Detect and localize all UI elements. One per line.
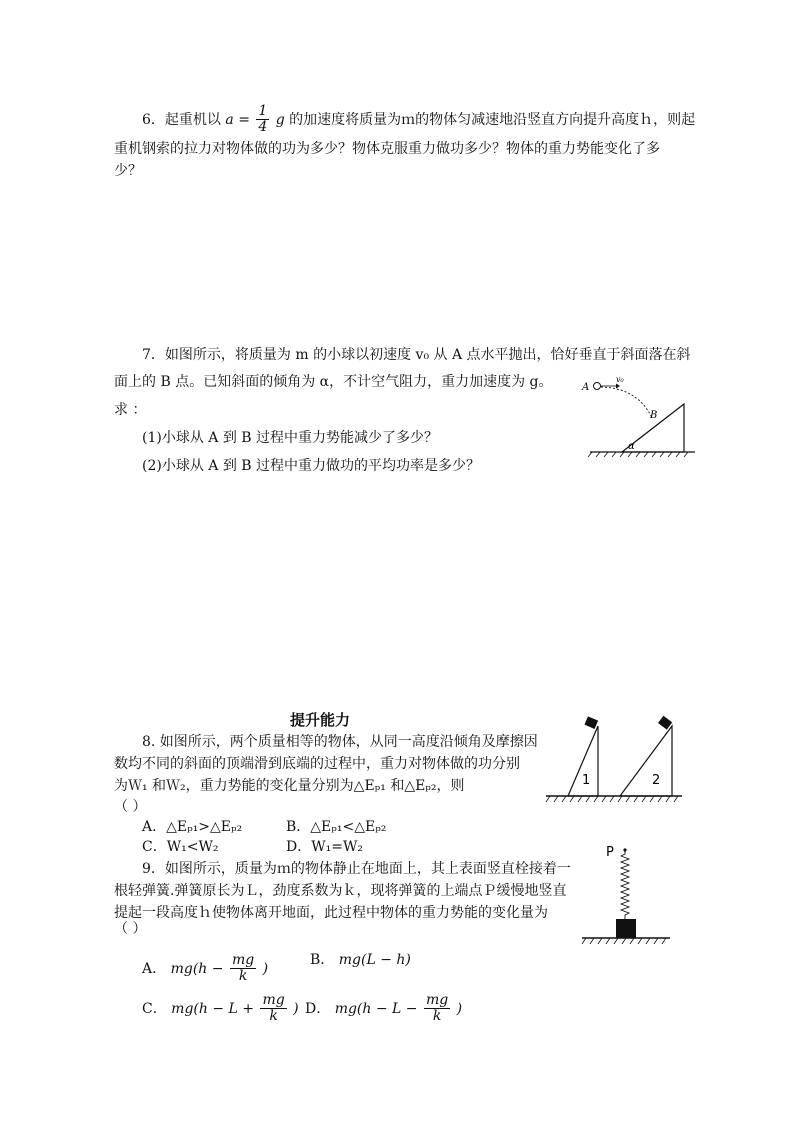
- q9-option-c-den: k: [269, 1008, 278, 1025]
- q9-option-a: [142, 953, 268, 985]
- q9-option-c-pre: mg(h − L +: [171, 1000, 254, 1017]
- q9-option-a-num: mg: [231, 952, 255, 968]
- q7-line1: 7．如图所示，将质量为 m 的小球以初速度 v₀ 从 A 点水平抛出，恰好垂直于斜面落在斜: [142, 347, 691, 363]
- q9-option-d-den: k: [432, 1008, 442, 1025]
- q6-lead: 6．起重机以: [142, 111, 221, 128]
- q9-option-b-label: B．: [310, 952, 335, 968]
- q7-ask: 求 ：: [114, 402, 147, 418]
- q8-option-a: A．△Eₚ₁>△Eₚ₂: [142, 819, 243, 835]
- q9-line1: 9．如图所示，质量为ｍ的物体静止在地面上，其上表面竖直栓接着一: [142, 861, 571, 877]
- q8-line2: 数均不同的斜面的顶端滑到底端的过程中，重力对物体做的功分别: [114, 756, 520, 772]
- q9-option-a-frac: [230, 953, 256, 985]
- q6-line1-rest: 的加速度将质量为ｍ的物体匀减速地沿竖直方向提升高度ｈ，则起: [289, 111, 696, 128]
- q9-option-c-label: C．: [142, 1000, 167, 1017]
- q9-spring: [621, 850, 629, 919]
- q9-line2: 根轻弹簧.弹簧原长为Ｌ，劲度系数为ｋ，现将弹簧的上端点Ｐ缓慢地竖直: [114, 883, 567, 899]
- q7-ground-hatch: [588, 452, 688, 457]
- q9-option-b-expr: mg(L − h): [338, 952, 411, 968]
- q6-accel-var: a: [225, 111, 234, 128]
- q8-option-b: B．△Eₚ₁<△Eₚ₂: [286, 819, 387, 835]
- q6-fraction: [256, 104, 269, 136]
- q6-line2: 重机钢索的拉力对物体做的功为多少？物体克服重力做功多少？物体的重力势能变化了多: [114, 141, 660, 157]
- q9-option-a-pre: mg(h −: [170, 960, 224, 977]
- q6-frac-num: 1: [258, 103, 268, 119]
- q7-label-alpha: α: [628, 441, 635, 452]
- q9-option-a-label: A．: [142, 960, 167, 977]
- q8-paren: （ ）: [114, 799, 147, 815]
- q9-option-a-post: ): [262, 960, 269, 977]
- q7-line2: 面上的 B 点。已知斜面的倾角为 α，不计空气阻力，重力加速度为 g。: [114, 374, 553, 390]
- q8-option-d: D．W₁=W₂: [286, 839, 363, 855]
- q9-option-c-num: mg: [262, 992, 285, 1008]
- q9-figure: [578, 842, 678, 962]
- q9-option-b: [310, 953, 411, 967]
- q9-option-a-den: k: [238, 968, 248, 985]
- q9-option-d-frac: [424, 993, 450, 1025]
- q9-line3: 提起一段高度ｈ使物体离开地面，此过程中物体的重力势能的变化量为: [114, 905, 548, 921]
- q9-option-c-frac: [260, 993, 286, 1025]
- q9-label-p: P: [606, 845, 614, 860]
- q8-line1: 8. 如图所示，两个质量相等的物体，从同一高度沿倾角及摩擦因: [142, 734, 538, 750]
- q9-paren: （ ）: [114, 921, 147, 937]
- q8-block-2: [658, 716, 672, 730]
- q6-eq: =: [238, 111, 255, 128]
- q8-ground-hatch: [546, 796, 678, 802]
- section-title: 提升能力: [290, 711, 351, 729]
- q9-option-c-post: ): [293, 1000, 299, 1017]
- q7-label-v0: v₀: [616, 375, 624, 384]
- q9-option-c: [142, 993, 299, 1025]
- q7-arrowhead: [616, 384, 620, 389]
- q8-option-c: C．W₁<W₂: [142, 839, 219, 855]
- q7-sub2: (2)小球从 A 到 B 过程中重力做功的平均功率是多少？: [142, 458, 481, 474]
- q8-label-2: 2: [652, 773, 661, 788]
- q7-label-a: A: [582, 382, 590, 393]
- q9-block: [616, 919, 636, 938]
- q9-option-d-label: D．: [305, 1000, 331, 1017]
- q7-figure: [580, 370, 700, 460]
- q8-line3: 为Ｗ₁ 和Ｗ₂，重力势能的变化量分别为△Eₚ₁ 和△Eₚ₂，则: [114, 778, 465, 794]
- q6-accel-g: g: [275, 111, 285, 128]
- q9-option-d-post: ): [456, 1000, 463, 1017]
- q9-option-d-num: mg: [425, 992, 449, 1008]
- q9-option-d: [305, 993, 462, 1025]
- q7-label-b: B: [650, 410, 658, 421]
- q8-label-1: 1: [582, 773, 591, 788]
- q8-incline-2: [620, 726, 672, 796]
- q9-ground-hatch: [582, 938, 666, 944]
- q6-line3: 少？: [114, 163, 142, 179]
- q7-ball: [594, 383, 601, 390]
- q7-sub1: (1)小球从 A 到 B 过程中重力势能减少了多少？: [142, 430, 439, 446]
- q9-option-d-pre: mg(h − L −: [334, 1000, 418, 1017]
- q6-line1: [142, 104, 695, 136]
- q8-block-1: [584, 716, 598, 729]
- q8-figure: [542, 712, 692, 812]
- q6-frac-den: 4: [258, 119, 268, 136]
- q7-trajectory: [601, 387, 652, 418]
